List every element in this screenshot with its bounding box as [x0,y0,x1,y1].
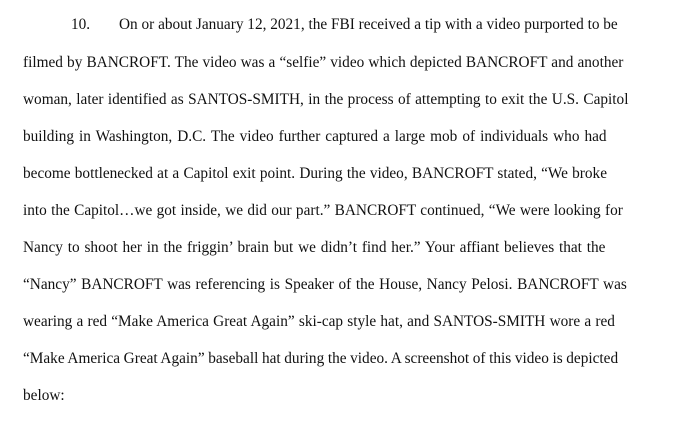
paragraph-line-3: woman, later identified as SANTOS-SMITH, in the process of attempting to exit the U.S. Capitol [23,91,629,108]
paragraph-line-8: “Nancy” BANCROFT was referencing is Speaker of the House, Nancy Pelosi. BANCROFT was [23,276,627,293]
paragraph-line-7: Nancy to shoot her in the friggin’ brain but we didn’t find her.” Your affiant believes that the [23,239,606,256]
paragraph-line-5: become bottlenecked at a Capitol exit point. During the video, BANCROFT stated, “We broke [23,165,607,182]
paragraph-line-11: below: [23,387,65,404]
paragraph-line-10: “Make America Great Again” baseball hat during the video. A screenshot of this video is depicted [23,350,619,367]
paragraph-line-2: filmed by BANCROFT. The video was a “selfie” video which depicted BANCROFT and another [23,54,624,71]
paragraph-line-4: building in Washington, D.C. The video further captured a large mob of individuals who had [23,128,607,145]
paragraph-line-6: into the Capitol…we got inside, we did our part.” BANCROFT continued, “We were looking for [23,202,623,219]
paragraph-number: 10. [71,16,91,33]
paragraph-line-1: On or about January 12, 2021, the FBI received a tip with a video purported to be [119,16,618,33]
paragraph-line-9: wearing a red “Make America Great Again” ski-cap style hat, and SANTOS-SMITH wore a red [23,313,615,330]
